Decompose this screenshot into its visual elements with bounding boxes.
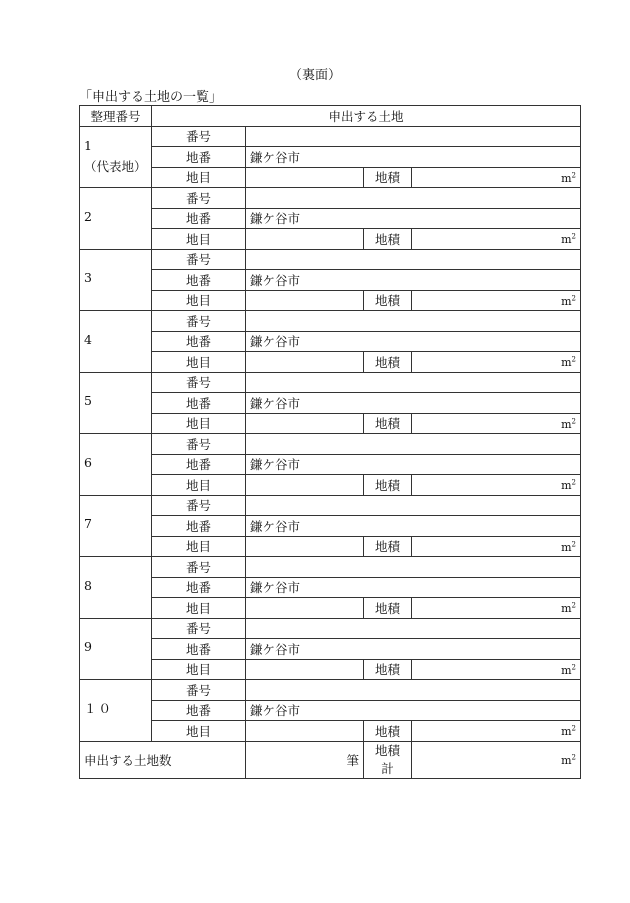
area-field[interactable] bbox=[412, 536, 581, 557]
land-row-lot bbox=[80, 270, 581, 291]
lot-prefix: 鎌ケ谷市 bbox=[250, 334, 301, 350]
row-index-cell bbox=[80, 188, 152, 250]
row-index-cell bbox=[80, 372, 152, 434]
land-row-category bbox=[80, 290, 581, 311]
lot-label: 地番 bbox=[152, 577, 246, 598]
land-row-lot bbox=[80, 454, 581, 475]
lot-field[interactable] bbox=[246, 639, 581, 660]
area-field[interactable] bbox=[412, 290, 581, 311]
category-field[interactable] bbox=[246, 290, 364, 311]
area-label: 地積 bbox=[364, 536, 412, 557]
row-index-cell bbox=[80, 680, 152, 742]
land-row-category bbox=[80, 659, 581, 680]
land-count-label: 申出する土地数 bbox=[80, 741, 246, 778]
lot-field[interactable] bbox=[246, 270, 581, 291]
category-field[interactable] bbox=[246, 413, 364, 434]
category-label: 地目 bbox=[152, 413, 246, 434]
area-unit: $m^2$ bbox=[561, 355, 577, 370]
lot-label: 地番 bbox=[152, 393, 246, 414]
lot-field[interactable] bbox=[246, 331, 581, 352]
lot-field[interactable] bbox=[246, 577, 581, 598]
lot-label: 地番 bbox=[152, 454, 246, 475]
number-label: 番号 bbox=[152, 434, 246, 455]
row-index: 6 bbox=[84, 454, 94, 470]
land-row-category bbox=[80, 475, 581, 496]
row-index: 5 bbox=[84, 393, 94, 409]
land-row bbox=[80, 188, 581, 209]
land-count-field[interactable] bbox=[246, 741, 364, 778]
area-label: 地積 bbox=[364, 598, 412, 619]
area-label: 地積 bbox=[364, 290, 412, 311]
area-field[interactable] bbox=[412, 229, 581, 250]
list-title: 「申出する土地の一覧」 bbox=[79, 90, 223, 105]
land-row-lot bbox=[80, 208, 581, 229]
lot-prefix: 鎌ケ谷市 bbox=[250, 580, 301, 596]
row-index-cell bbox=[80, 495, 152, 557]
area-label: 地積 bbox=[364, 229, 412, 250]
category-label: 地目 bbox=[152, 536, 246, 557]
total-row bbox=[80, 741, 581, 778]
lot-label: 地番 bbox=[152, 639, 246, 660]
lot-label: 地番 bbox=[152, 147, 246, 168]
area-unit: $m^2$ bbox=[561, 540, 577, 554]
row-index-cell bbox=[80, 557, 152, 619]
col-land-header: 申出する土地 bbox=[152, 106, 581, 127]
category-label: 地目 bbox=[152, 659, 246, 680]
row-index: １０ bbox=[84, 701, 114, 717]
area-unit: $m^2$ bbox=[561, 171, 577, 185]
lot-field[interactable] bbox=[246, 393, 581, 414]
number-label: 番号 bbox=[152, 311, 246, 332]
land-row bbox=[80, 495, 581, 516]
area-label: 地積 bbox=[364, 352, 412, 373]
category-field[interactable] bbox=[246, 229, 364, 250]
row-index: 8 bbox=[84, 577, 94, 593]
number-field[interactable] bbox=[246, 680, 581, 701]
category-field[interactable] bbox=[246, 598, 364, 619]
land-row-lot bbox=[80, 577, 581, 598]
number-label: 番号 bbox=[152, 495, 246, 516]
area-total-label bbox=[364, 741, 412, 778]
lot-field[interactable] bbox=[246, 147, 581, 168]
lot-label: 地番 bbox=[152, 331, 246, 352]
number-field[interactable] bbox=[246, 434, 581, 455]
table-header-row bbox=[80, 106, 581, 127]
row-index-cell bbox=[80, 434, 152, 496]
area-label: 地積 bbox=[364, 413, 412, 434]
row-index: 7 bbox=[84, 516, 94, 532]
lot-prefix: 鎌ケ谷市 bbox=[250, 518, 301, 534]
category-label: 地目 bbox=[152, 598, 246, 619]
lot-prefix: 鎌ケ谷市 bbox=[250, 703, 301, 719]
land-row bbox=[80, 126, 581, 147]
area-label: 地積 bbox=[364, 659, 412, 680]
page-side-label: （裏面） bbox=[288, 68, 341, 83]
lot-field[interactable] bbox=[246, 208, 581, 229]
number-field[interactable] bbox=[246, 557, 581, 578]
lot-field[interactable] bbox=[246, 516, 581, 537]
category-label: 地目 bbox=[152, 290, 246, 311]
category-label: 地目 bbox=[152, 721, 246, 742]
number-field[interactable] bbox=[246, 188, 581, 209]
count-unit: 筆 bbox=[346, 752, 359, 768]
category-field[interactable] bbox=[246, 659, 364, 680]
row-index: 1 bbox=[84, 138, 94, 154]
area-field[interactable] bbox=[412, 413, 581, 434]
land-row-lot bbox=[80, 700, 581, 721]
representative-note: （代表地） bbox=[84, 159, 147, 175]
area-unit: $m^2$ bbox=[561, 417, 577, 431]
area-field[interactable] bbox=[412, 721, 581, 742]
area-label: 地積 bbox=[364, 475, 412, 496]
area-field[interactable] bbox=[412, 598, 581, 619]
number-label: 番号 bbox=[152, 126, 246, 147]
col-index-header: 整理番号 bbox=[80, 106, 152, 127]
number-field[interactable] bbox=[246, 249, 581, 270]
land-row-lot bbox=[80, 639, 581, 660]
area-field[interactable] bbox=[412, 475, 581, 496]
area-unit: $m^2$ bbox=[561, 753, 577, 767]
lot-field[interactable] bbox=[246, 700, 581, 721]
land-row-lot bbox=[80, 147, 581, 168]
land-row-category bbox=[80, 413, 581, 434]
land-row bbox=[80, 618, 581, 639]
land-row-lot bbox=[80, 516, 581, 537]
row-index-cell bbox=[80, 618, 152, 680]
number-field[interactable] bbox=[246, 311, 581, 332]
land-list-table bbox=[79, 105, 581, 779]
number-field[interactable] bbox=[246, 495, 581, 516]
number-label: 番号 bbox=[152, 372, 246, 393]
row-index: 9 bbox=[84, 639, 94, 655]
land-row-category bbox=[80, 536, 581, 557]
category-field[interactable] bbox=[246, 475, 364, 496]
lot-label: 地番 bbox=[152, 208, 246, 229]
lot-prefix: 鎌ケ谷市 bbox=[250, 211, 301, 227]
row-index-cell bbox=[80, 311, 152, 373]
category-label: 地目 bbox=[152, 475, 246, 496]
land-row bbox=[80, 311, 581, 332]
category-field[interactable] bbox=[246, 167, 364, 188]
lot-label: 地番 bbox=[152, 270, 246, 291]
category-field[interactable] bbox=[246, 721, 364, 742]
area-field[interactable] bbox=[412, 167, 581, 188]
land-row-lot bbox=[80, 393, 581, 414]
category-label: 地目 bbox=[152, 352, 246, 373]
category-label: 地目 bbox=[152, 167, 246, 188]
lot-prefix: 鎌ケ谷市 bbox=[250, 641, 301, 657]
number-label: 番号 bbox=[152, 680, 246, 701]
area-field[interactable] bbox=[412, 659, 581, 680]
land-row-category bbox=[80, 229, 581, 250]
lot-field[interactable] bbox=[246, 454, 581, 475]
area-unit: $m^2$ bbox=[561, 724, 577, 739]
lot-label: 地番 bbox=[152, 700, 246, 721]
row-index-cell bbox=[80, 249, 152, 311]
land-row-category bbox=[80, 721, 581, 742]
lot-prefix: 鎌ケ谷市 bbox=[250, 395, 301, 411]
row-index: 3 bbox=[84, 270, 94, 286]
category-field[interactable] bbox=[246, 352, 364, 373]
area-total-label-line2: 計 bbox=[381, 760, 394, 776]
area-unit: $m^2$ bbox=[561, 232, 577, 247]
land-row-lot bbox=[80, 331, 581, 352]
lot-prefix: 鎌ケ谷市 bbox=[250, 149, 301, 165]
lot-prefix: 鎌ケ谷市 bbox=[250, 272, 301, 288]
number-field[interactable] bbox=[246, 372, 581, 393]
land-row bbox=[80, 557, 581, 578]
land-row-category bbox=[80, 352, 581, 373]
land-row-category bbox=[80, 167, 581, 188]
area-unit: $m^2$ bbox=[561, 663, 577, 677]
category-label: 地目 bbox=[152, 229, 246, 250]
area-field[interactable] bbox=[412, 352, 581, 373]
area-label: 地積 bbox=[364, 721, 412, 742]
number-label: 番号 bbox=[152, 188, 246, 209]
lot-label: 地番 bbox=[152, 516, 246, 537]
number-field[interactable] bbox=[246, 618, 581, 639]
category-field[interactable] bbox=[246, 536, 364, 557]
number-label: 番号 bbox=[152, 557, 246, 578]
land-row bbox=[80, 372, 581, 393]
row-index-cell bbox=[80, 126, 152, 188]
area-unit: $m^2$ bbox=[561, 478, 577, 493]
area-total-field[interactable] bbox=[412, 741, 581, 778]
area-unit: $m^2$ bbox=[561, 294, 577, 308]
number-label: 番号 bbox=[152, 249, 246, 270]
area-label: 地積 bbox=[364, 167, 412, 188]
number-label: 番号 bbox=[152, 618, 246, 639]
area-unit: $m^2$ bbox=[561, 601, 577, 616]
land-row bbox=[80, 680, 581, 701]
land-row bbox=[80, 434, 581, 455]
land-row bbox=[80, 249, 581, 270]
lot-prefix: 鎌ケ谷市 bbox=[250, 457, 301, 473]
number-field[interactable] bbox=[246, 126, 581, 147]
area-total-label-line1: 地積 bbox=[374, 742, 400, 758]
row-index: 4 bbox=[84, 331, 94, 347]
land-row-category bbox=[80, 598, 581, 619]
row-index: 2 bbox=[84, 208, 94, 224]
